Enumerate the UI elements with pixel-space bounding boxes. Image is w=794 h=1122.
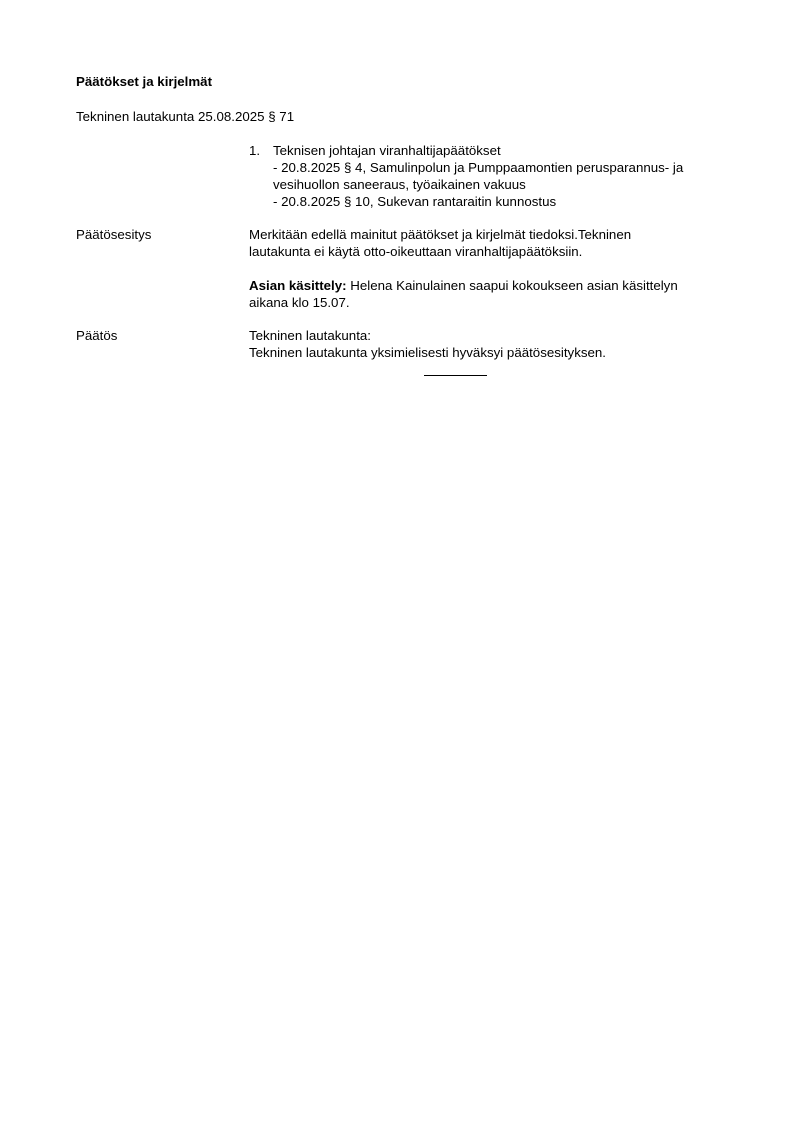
meeting-reference: Tekninen lautakunta 25.08.2025 § 71 [76,109,295,124]
proposal-text [249,226,729,260]
document-title: Päätökset ja kirjelmät [76,74,212,89]
list-item-line: - 20.8.2025 § 4, Samulinpolun ja Pumppaamontien perusparannus- ja [273,160,684,175]
handling-text [249,277,729,311]
handling-line-rest: Helena Kainulainen saapui kokoukseen asian käsittelyn [346,278,678,293]
decision-list [249,142,739,210]
list-item-number: 1. [249,143,261,158]
decision-line: Tekninen lautakunta yksimielisesti hyväksyi päätösesityksen. [249,345,606,360]
proposal-label: Päätösesitys [76,227,152,242]
decision-label: Päätös [76,328,118,343]
list-item-line: - 20.8.2025 § 10, Sukevan rantaraitin kunnostus [273,194,557,209]
list-item [249,142,739,210]
list-item-heading: Teknisen johtajan viranhaltijapäätökset [273,143,501,158]
handling-line: aikana klo 15.07. [249,295,350,310]
decision-text [249,327,729,361]
proposal-line: lautakunta ei käytä otto-oikeuttaan viranhaltijapäätöksiin. [249,244,583,259]
end-divider [424,375,487,376]
handling-line [249,277,729,294]
handling-label: Asian käsittely: [249,278,347,293]
list-item-line: vesihuollon saneeraus, työaikainen vakuus [273,177,526,192]
decision-line: Tekninen lautakunta: [249,328,371,343]
proposal-line: Merkitään edellä mainitut päätökset ja kirjelmät tiedoksi.Tekninen [249,227,632,242]
